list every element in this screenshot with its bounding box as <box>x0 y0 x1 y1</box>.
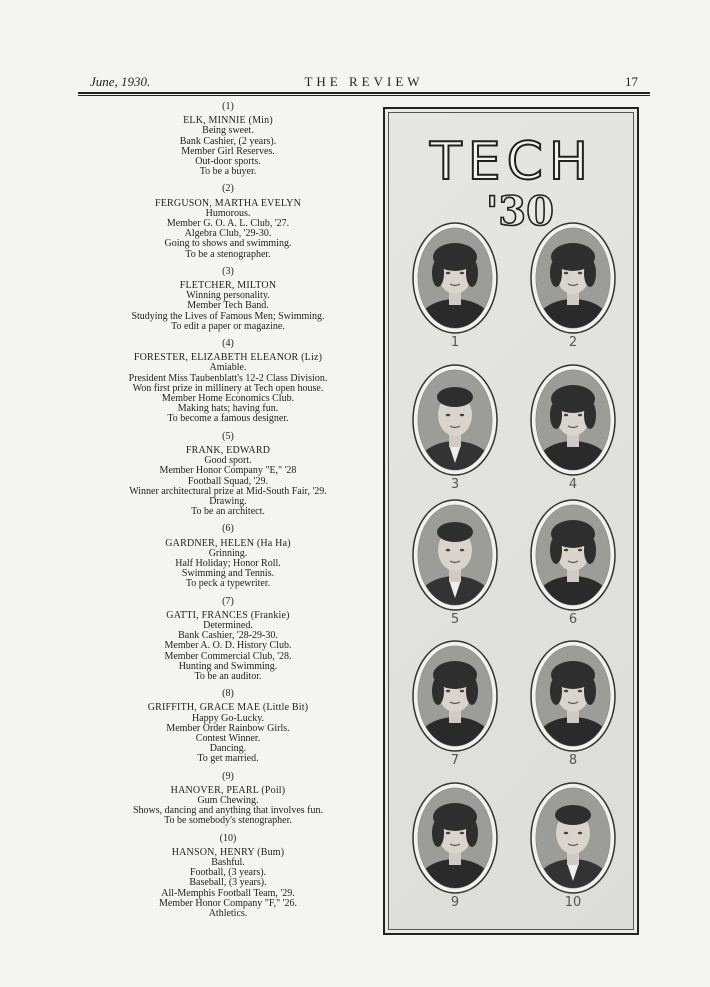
portrait-number: 1 <box>450 335 460 350</box>
student-portrait <box>411 639 499 753</box>
entry-line: Bank Cashier, (2 years). <box>179 135 277 147</box>
entry-number: (4) <box>222 338 234 350</box>
portrait-number: 2 <box>568 335 578 350</box>
student-portrait <box>529 221 617 335</box>
header-rule-thin <box>78 95 650 96</box>
student-portrait <box>411 363 499 477</box>
entry-line: Amiable. <box>209 362 247 374</box>
entry-number: (8) <box>222 688 234 700</box>
entry-line: Going to shows and swimming. <box>164 238 292 250</box>
student-portrait <box>529 639 617 753</box>
page-number: 17 <box>625 74 638 89</box>
entry-line: Member Tech Band. <box>187 300 269 312</box>
entry-number: (3) <box>222 265 234 277</box>
senior-entry <box>78 689 378 764</box>
entry-line: Happy Go-Lucky. <box>191 712 265 724</box>
entry-line: To be somebody's stenographer. <box>164 815 292 827</box>
entry-line: Athletics. <box>208 908 248 920</box>
entry-line: Gum Chewing. <box>197 794 259 806</box>
class-year-text: '30 <box>486 188 554 231</box>
entry-line: Shows, dancing and anything that involves fun. <box>133 805 323 817</box>
entry-line: Contest Winner. <box>195 732 261 744</box>
entry-line: Bashful. <box>211 857 245 868</box>
student-portrait <box>529 363 617 477</box>
entry-line: Swimming and Tennis. <box>181 568 275 580</box>
student-name: FORESTER, ELIZABETH ELEANOR (Liz) <box>133 352 323 364</box>
entry-line: Dancing. <box>209 743 247 755</box>
entry-line: Half Holiday; Honor Roll. <box>175 557 281 569</box>
entry-line: Algebra Club, '29-30. <box>184 228 272 240</box>
student-name: GRIFFITH, GRACE MAE (Little Bit) <box>147 702 309 714</box>
entry-number: (1) <box>222 101 234 112</box>
publication-title: THE REVIEW <box>304 74 424 89</box>
entry-line: To peck a typewriter. <box>185 578 271 590</box>
student-name: FERGUSON, MARTHA EVELYN <box>154 197 302 209</box>
portrait-number: 5 <box>450 612 460 627</box>
entry-line: Winning personality. <box>186 290 270 302</box>
student-name: GARDNER, HELEN (Ha Ha) <box>165 537 291 549</box>
page-header <box>78 74 650 94</box>
senior-entry <box>78 834 378 920</box>
student-portrait <box>529 498 617 612</box>
senior-entry <box>78 524 378 589</box>
entry-line: To be a buyer. <box>199 166 257 178</box>
senior-entry <box>78 597 378 683</box>
senior-entry <box>78 339 378 425</box>
entry-number: (6) <box>222 523 234 535</box>
entry-line: To be an architect. <box>191 506 265 518</box>
student-name: FLETCHER, MILTON <box>179 280 277 292</box>
senior-entries <box>78 102 378 926</box>
portrait-number: 10 <box>564 895 582 910</box>
header-rule <box>78 92 650 94</box>
senior-entry <box>78 184 378 259</box>
entry-line: To edit a paper or magazine. <box>171 320 285 332</box>
entry-line: Football Squad, '29. <box>187 475 269 487</box>
issue-date: June, 1930. <box>90 74 151 89</box>
student-name: GATTI, FRANCES (Frankie) <box>166 609 290 621</box>
entry-line: To be an auditor. <box>194 670 262 682</box>
class-photo-panel <box>383 107 639 935</box>
entry-line: Out-door sports. <box>195 156 261 168</box>
entry-line: To be a stenographer. <box>185 248 271 260</box>
portrait-number: 6 <box>568 612 578 627</box>
entry-line: Member Girl Reserves. <box>181 145 275 157</box>
entry-line: To get married. <box>197 753 259 765</box>
entry-line: Football, (3 years). <box>189 867 267 879</box>
student-name: HANSON, HENRY (Bum) <box>171 846 285 858</box>
entry-line: Member Home Economics Club. <box>161 393 295 405</box>
entry-line: Winner architectural prize at Mid-South Fair, '29. <box>129 485 327 497</box>
entry-line: Baseball, (3 years). <box>189 877 267 889</box>
student-name: HANOVER, PEARL (Poil) <box>170 784 286 796</box>
entry-number: (7) <box>222 595 234 607</box>
entry-line: Grinning. <box>208 547 248 559</box>
portrait-number: 8 <box>568 753 578 768</box>
entry-line: Member Honor Company "E," '28 <box>159 465 297 477</box>
entry-line: Good sport. <box>204 455 252 467</box>
portrait-number: 7 <box>450 753 460 768</box>
entry-line: Being sweet. <box>202 125 254 137</box>
entry-number: (10) <box>219 832 237 844</box>
entry-line: Hunting and Swimming. <box>178 660 278 672</box>
entry-line: Member G. O. A. L. Club, '27. <box>166 218 290 230</box>
entry-line: Drawing. <box>209 495 247 507</box>
entry-line: All-Memphis Football Team, '29. <box>161 887 295 899</box>
entry-number: (9) <box>222 770 234 782</box>
photo-panel-inner <box>388 112 634 930</box>
entry-number: (5) <box>222 430 234 442</box>
entry-line: Member Commercial Club, '28. <box>164 650 292 662</box>
senior-entry <box>78 267 378 332</box>
entry-line: Member Honor Company "F," '26. <box>158 897 298 909</box>
entry-line: Determined. <box>203 619 253 631</box>
tech-heading <box>417 135 607 185</box>
student-portrait <box>411 221 499 335</box>
entry-line: To become a famous designer. <box>167 413 289 425</box>
student-portrait <box>411 781 499 895</box>
entry-line: President Miss Taubenblatt's 12-2 Class Division. <box>128 372 328 384</box>
entry-line: Studying the Lives of Famous Men; Swimming. <box>131 310 325 322</box>
tech-heading-text: TECH <box>429 135 595 185</box>
portrait-number: 4 <box>568 477 578 492</box>
entry-line: Member Order Rainbow Girls. <box>166 722 290 734</box>
entry-line: Member A. O. D. History Club. <box>164 640 292 652</box>
portrait-number: 3 <box>450 477 460 492</box>
entry-number: (2) <box>222 183 234 195</box>
senior-entry <box>78 432 378 518</box>
student-portrait <box>529 781 617 895</box>
entry-line: Making hats; having fun. <box>177 403 279 415</box>
student-name: ELK, MINNIE (Min) <box>183 115 273 127</box>
student-name: FRANK, EDWARD <box>185 444 271 456</box>
senior-entry <box>78 102 378 177</box>
student-portrait <box>411 498 499 612</box>
entry-line: Bank Cashier, '28-29-30. <box>178 630 278 642</box>
entry-line: Humorous. <box>205 207 251 219</box>
senior-entry <box>78 772 378 827</box>
entry-line: Won first prize in millinery at Tech open house. <box>132 382 324 394</box>
portrait-number: 9 <box>450 895 460 910</box>
